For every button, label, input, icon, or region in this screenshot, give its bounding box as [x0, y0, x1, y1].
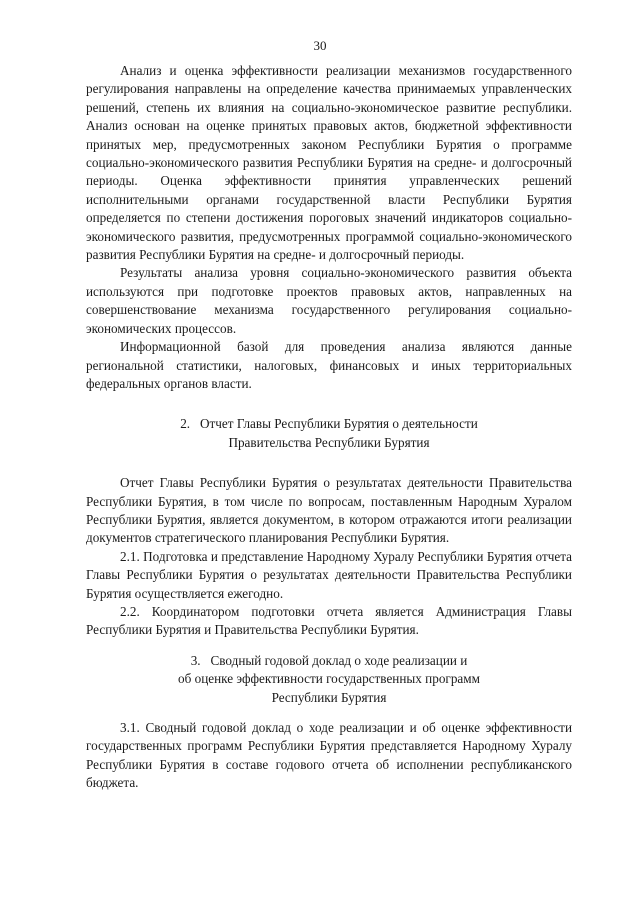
- section-3-heading: [86, 652, 572, 707]
- page-content: [86, 62, 572, 793]
- intro-paragraph-1: Анализ и оценка эффективности реализации механизмов государственного регулирования направлены на определение качества принимаемых управленческих решений, степень их влияния на социально-экономическое развитие республики. Анализ основан на оценке принятых правовых актов, бюджетной эффективности принятых мер, предусмотренных законом Республики Бурятия о программе социально-экономического развития Республики Бурятия на средне- и долгосрочный периоды. Оценка эффективности принятия управленческих решений исполнительными органами государственной власти Республики Бурятия определяется по степени достижения пороговых значений индикаторов социально-экономического развития, предусмотренных программой социально-экономического развития Республики Бурятия на средне- и долгосрочный периоды.: [86, 63, 572, 263]
- section-3-heading-line-1: 3. Сводный годовой доклад о ходе реализации и: [190, 652, 468, 668]
- section-3-heading-line-2: об оценке эффективности государственных программ: [178, 671, 480, 687]
- spacer: [86, 393, 572, 415]
- intro-paragraph-3: Информационной базой для проведения анализа являются данные региональной статистики, налоговых, финансовых и иных территориальных федеральных органов власти.: [86, 339, 572, 391]
- spacer: [86, 640, 572, 652]
- section-2-heading-line-1: 2. Отчет Главы Республики Бурятия о деятельности: [180, 416, 478, 432]
- spacer: [86, 707, 572, 719]
- section-3-heading-line-3: Республики Бурятия: [271, 689, 387, 705]
- intro-paragraph-2: Результаты анализа уровня социально-экономического развития объекта используются при подготовке проектов правовых актов, направленных на совершенствование механизма государственного регулирования социально-экономических процессов.: [86, 265, 572, 336]
- spacer: [86, 452, 572, 474]
- section-3-paragraph-1: 3.1. Сводный годовой доклад о ходе реализации и об оценке эффективности государственных программ Республики Бурятия представляется Народному Хуралу Республики Бурятия в составе годового отчета об исполнении республиканского бюджета.: [86, 720, 572, 791]
- page-number: 30: [313, 38, 327, 53]
- section-2-paragraph-3: 2.2. Координатором подготовки отчета является Администрация Главы Республики Бурятия и Правительства Республики Бурятия.: [86, 603, 572, 638]
- section-2-paragraph-1: Отчет Главы Республики Бурятия о результатах деятельности Правительства Республики Бурятия, в том числе по вопросам, поставленным Народным Хуралом Республики Бурятия, является документом, в котором отражаются итоги реализации документов стратегического планирования Республики Бурятия.: [86, 475, 572, 546]
- section-2-heading-line-2: Правительства Республики Бурятия: [228, 434, 430, 450]
- section-2-heading: [86, 415, 572, 452]
- section-2-paragraph-2: 2.1. Подготовка и представление Народному Хуралу Республики Бурятия отчета Главы Республики Бурятия о результатах деятельности Правительства Республики Бурятия осуществляется ежегодно.: [86, 548, 572, 601]
